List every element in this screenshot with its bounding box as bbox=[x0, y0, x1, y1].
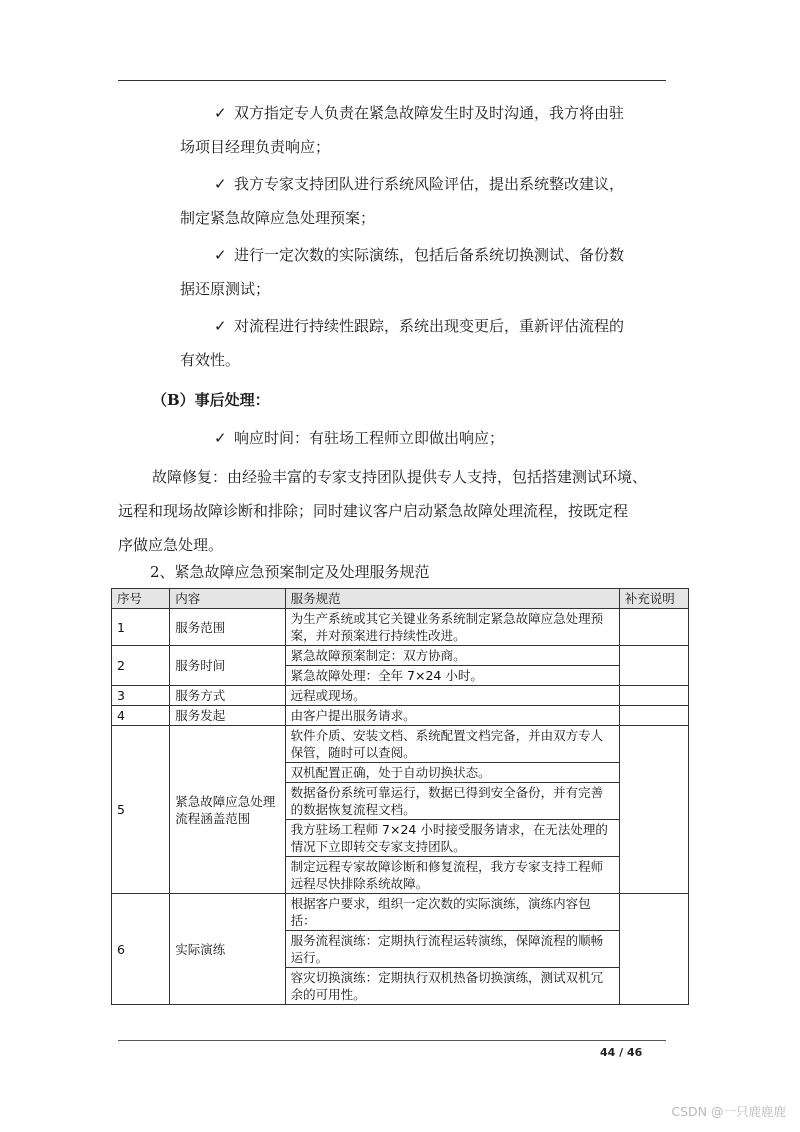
cell-no: 6 bbox=[112, 894, 170, 1005]
cell-spec: 软件介质、安装文档、系统配置文档完备，并由双方专人保管，随时可以查阅。 bbox=[285, 726, 619, 763]
cell-spec: 紧急故障处理：全年 7×24 小时。 bbox=[285, 666, 619, 686]
bullet-text: 制定紧急故障应急处理预案； bbox=[180, 209, 376, 227]
page-total: 46 bbox=[627, 1046, 643, 1059]
cell-content: 服务发起 bbox=[170, 706, 285, 726]
bullet-text: 双方指定专人负责在紧急故障发生时及时沟通，我方将由驻 bbox=[234, 104, 625, 122]
table-row bbox=[112, 706, 689, 726]
cell-content: 服务范围 bbox=[170, 609, 285, 646]
checkmark-icon: ✓ bbox=[214, 246, 227, 264]
cell-content: 紧急故障应急处理流程涵盖范围 bbox=[170, 726, 285, 894]
cell-spec: 服务流程演练：定期执行流程运转演练，保障流程的顺畅运行。 bbox=[285, 931, 619, 968]
header-rule bbox=[118, 80, 666, 81]
table-row bbox=[112, 609, 689, 646]
cell-content: 服务时间 bbox=[170, 646, 285, 686]
bullet-text: 据还原测试； bbox=[180, 280, 271, 298]
cell-content: 实际演练 bbox=[170, 894, 285, 1005]
paragraph-line: 远程和现场故障诊断和排除；同时建议客户启动紧急故障处理流程，按既定程 bbox=[118, 502, 629, 520]
cell-spec: 我方驻场工程师 7×24 小时接受服务请求，在无法处理的情况下立即转交专家支持团队。 bbox=[285, 820, 619, 857]
page-number bbox=[600, 1046, 642, 1059]
cell-note bbox=[619, 646, 688, 686]
page-current: 44 bbox=[600, 1046, 616, 1059]
cell-spec: 由客户提出服务请求。 bbox=[285, 706, 619, 726]
table-header-row bbox=[112, 589, 689, 609]
table-row bbox=[112, 646, 689, 666]
bullet-text: 场项目经理负责响应； bbox=[180, 138, 331, 156]
cell-note bbox=[619, 609, 688, 646]
cell-no: 4 bbox=[112, 706, 170, 726]
cell-spec: 容灾切换演练：定期执行双机热备切换演练，测试双机冗余的可用性。 bbox=[285, 968, 619, 1005]
cell-note bbox=[619, 894, 688, 1005]
cell-spec: 制定远程专家故障诊断和修复流程，我方专家支持工程师远程尽快排除系统故障。 bbox=[285, 857, 619, 894]
paragraph-line: 序做应急处理。 bbox=[118, 536, 224, 554]
cell-no: 5 bbox=[112, 726, 170, 894]
table-caption: 2、紧急故障应急预案制定及处理服务规范 bbox=[150, 563, 430, 581]
cell-spec: 为生产系统或其它关键业务系统制定紧急故障应急处理预案，并对预案进行持续性改进。 bbox=[285, 609, 619, 646]
cell-spec: 根据客户要求，组织一定次数的实际演练，演练内容包括： bbox=[285, 894, 619, 931]
cell-note bbox=[619, 686, 688, 706]
header-note: 补充说明 bbox=[619, 589, 688, 609]
footer-rule bbox=[118, 1040, 666, 1041]
table-row bbox=[112, 894, 689, 931]
cell-no: 3 bbox=[112, 686, 170, 706]
table-row bbox=[112, 686, 689, 706]
checkmark-icon: ✓ bbox=[214, 317, 227, 335]
bullet-text: 响应时间：有驻场工程师立即做出响应； bbox=[234, 429, 505, 447]
cell-spec: 紧急故障预案制定：双方协商。 bbox=[285, 646, 619, 666]
cell-spec: 双机配置正确，处于自动切换状态。 bbox=[285, 763, 619, 783]
cell-note bbox=[619, 726, 688, 894]
cell-note bbox=[619, 706, 688, 726]
bullet-text: 我方专家支持团队进行系统风险评估，提出系统整改建议， bbox=[234, 175, 625, 193]
header-spec: 服务规范 bbox=[285, 589, 619, 609]
watermark: CSDN @一只鹿鹿鹿 bbox=[671, 1104, 786, 1119]
bullet-text: 进行一定次数的实际演练，包括后备系统切换测试、备份数 bbox=[234, 246, 625, 264]
cell-spec: 远程或现场。 bbox=[285, 686, 619, 706]
table-row bbox=[112, 726, 689, 763]
paragraph-line: 故障修复：由经验丰富的专家支持团队提供专人支持，包括搭建测试环境、 bbox=[152, 468, 648, 486]
section-heading: （B）事后处理： bbox=[152, 391, 270, 409]
service-spec-table bbox=[111, 588, 689, 1005]
bullet-text: 对流程进行持续性跟踪，系统出现变更后，重新评估流程的 bbox=[234, 317, 625, 335]
checkmark-icon: ✓ bbox=[214, 104, 227, 122]
header-no: 序号 bbox=[112, 589, 170, 609]
cell-content: 服务方式 bbox=[170, 686, 285, 706]
page-separator: / bbox=[619, 1046, 624, 1059]
cell-no: 2 bbox=[112, 646, 170, 686]
checkmark-icon: ✓ bbox=[214, 429, 227, 447]
checkmark-icon: ✓ bbox=[214, 175, 227, 193]
cell-spec: 数据备份系统可靠运行，数据已得到安全备份，并有完善的数据恢复流程文档。 bbox=[285, 783, 619, 820]
header-content: 内容 bbox=[170, 589, 285, 609]
bullet-text: 有效性。 bbox=[180, 351, 241, 369]
cell-no: 1 bbox=[112, 609, 170, 646]
